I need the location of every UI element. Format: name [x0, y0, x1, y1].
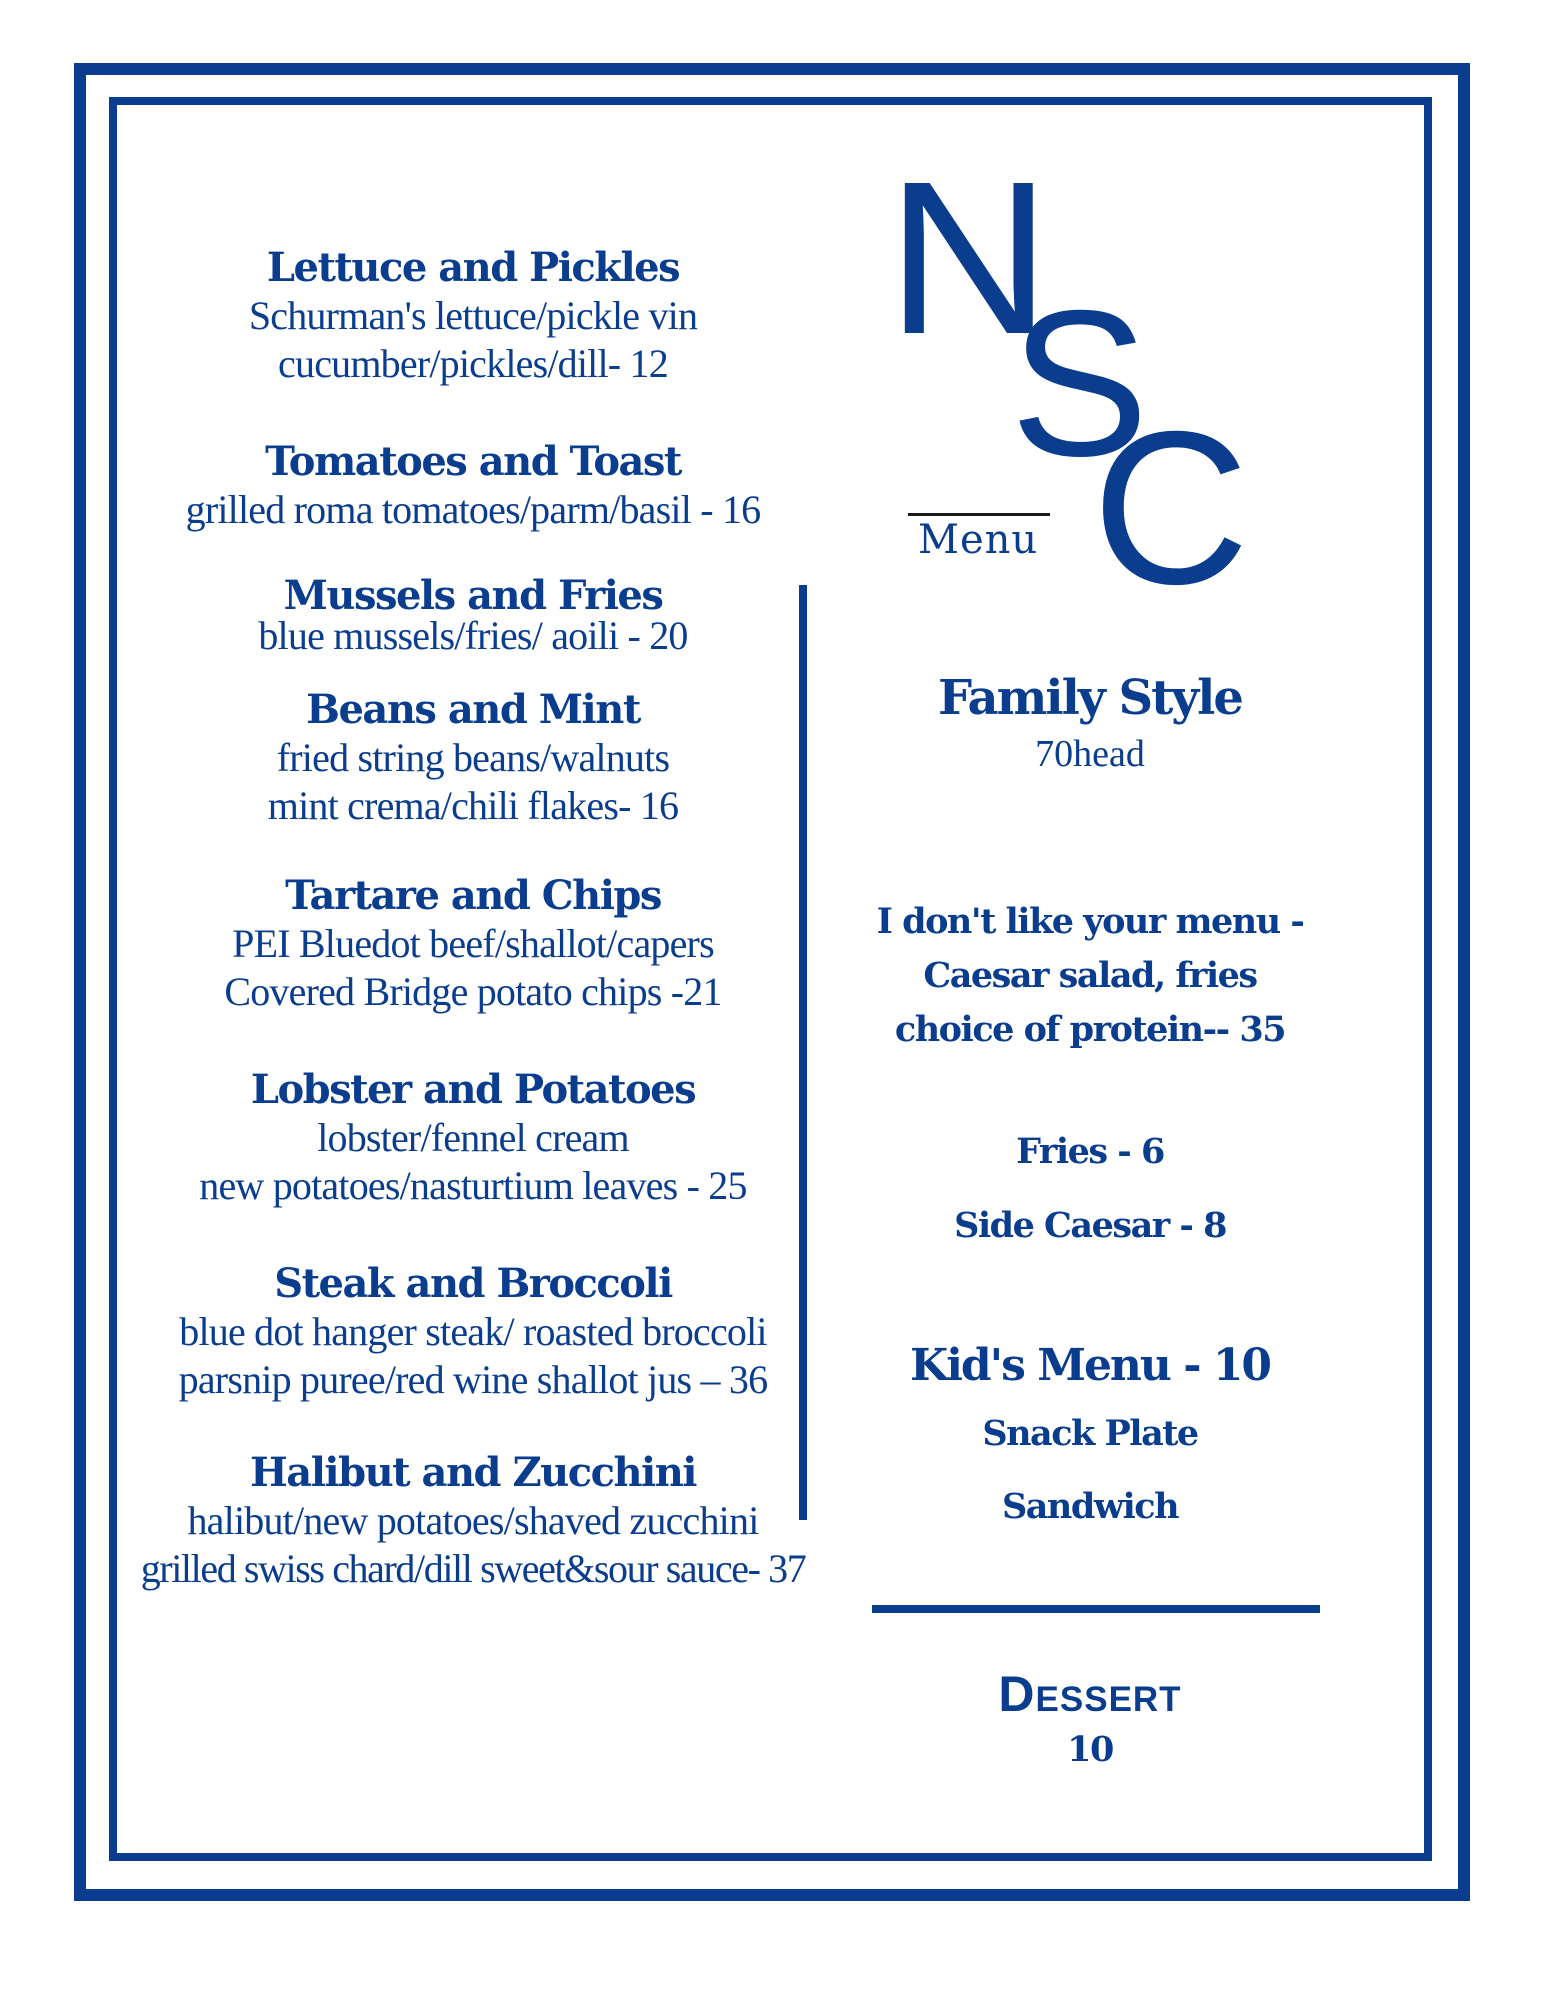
alt-menu-line: Caesar salad, fries — [923, 955, 1257, 996]
dish-desc: lobster/fennel cream — [317, 1115, 629, 1160]
kids-menu-title: Kid's Menu - 10 — [909, 1340, 1271, 1391]
dessert-title: Dessert — [998, 1666, 1182, 1722]
dish-desc: new potatoes/nasturtium leaves - 25 — [199, 1163, 747, 1208]
dish-desc: blue dot hanger steak/ roasted broccoli — [179, 1309, 767, 1354]
family-style-section — [880, 670, 1300, 776]
family-style-price: 70head — [1035, 733, 1145, 775]
dish-title: Tartare and Chips — [285, 872, 661, 919]
alt-menu-line: I don't like your menu - — [876, 901, 1304, 942]
kids-menu-section — [880, 1340, 1300, 1527]
kids-item: Sandwich — [1001, 1486, 1179, 1527]
dessert-divider — [872, 1605, 1320, 1613]
dish-beans-mint — [118, 686, 828, 830]
dish-desc: halibut/new potatoes/shaved zucchini — [187, 1498, 759, 1543]
dish-desc: grilled roma tomatoes/parm/basil - 16 — [185, 487, 761, 532]
dish-lettuce-pickles — [118, 244, 828, 388]
dish-title: Steak and Broccoli — [274, 1260, 672, 1307]
dish-title: Tomatoes and Toast — [265, 438, 681, 485]
logo-underline — [908, 513, 1050, 516]
dish-title: Mussels and Fries — [283, 572, 663, 619]
kids-item: Snack Plate — [982, 1413, 1198, 1454]
dish-desc: PEI Bluedot beef/shallot/capers — [232, 921, 714, 966]
logo-subtitle: Menu — [918, 517, 1039, 563]
logo-letter-s: S — [1010, 268, 1149, 500]
dish-desc: grilled swiss chard/dill sweet&sour sauce- 37 — [140, 1546, 806, 1591]
dish-desc: Covered Bridge potato chips -21 — [224, 969, 722, 1014]
logo-letter-n: N — [886, 137, 1052, 380]
logo-letter-c: C — [1092, 387, 1250, 630]
dish-halibut-zucchini — [118, 1449, 828, 1593]
dish-steak-broccoli — [118, 1260, 828, 1404]
side-fries: Fries - 6 — [1016, 1131, 1164, 1172]
family-style-title: Family Style — [938, 670, 1242, 726]
dish-mussels-fries — [118, 572, 828, 658]
dish-tartare-chips — [118, 872, 828, 1016]
dish-desc: blue mussels/fries/ aoili - 20 — [258, 613, 688, 658]
dish-title: Lobster and Potatoes — [250, 1066, 696, 1113]
dish-title: Lettuce and Pickles — [266, 244, 680, 291]
dish-desc: Schurman's lettuce/pickle vin — [248, 293, 698, 338]
dessert-section — [880, 1665, 1300, 1770]
sides-section — [880, 1128, 1300, 1250]
alt-menu-line: choice of protein-- 35 — [894, 1009, 1286, 1050]
dish-list — [118, 244, 828, 1593]
dish-desc: cucumber/pickles/dill- 12 — [278, 341, 668, 386]
dish-title: Halibut and Zucchini — [250, 1449, 696, 1496]
dish-tomatoes-toast — [118, 438, 828, 534]
dish-desc: parsnip puree/red wine shallot jus – 36 — [178, 1357, 768, 1402]
side-caesar: Side Caesar - 8 — [954, 1205, 1226, 1246]
dish-desc: fried string beans/walnuts — [276, 735, 670, 780]
dish-title: Beans and Mint — [306, 686, 640, 733]
dish-lobster-potatoes — [118, 1066, 828, 1210]
alt-menu-section — [870, 895, 1310, 1057]
dessert-price: 10 — [1067, 1729, 1113, 1770]
column-divider — [799, 585, 807, 1520]
dish-desc: mint crema/chili flakes- 16 — [267, 783, 679, 828]
